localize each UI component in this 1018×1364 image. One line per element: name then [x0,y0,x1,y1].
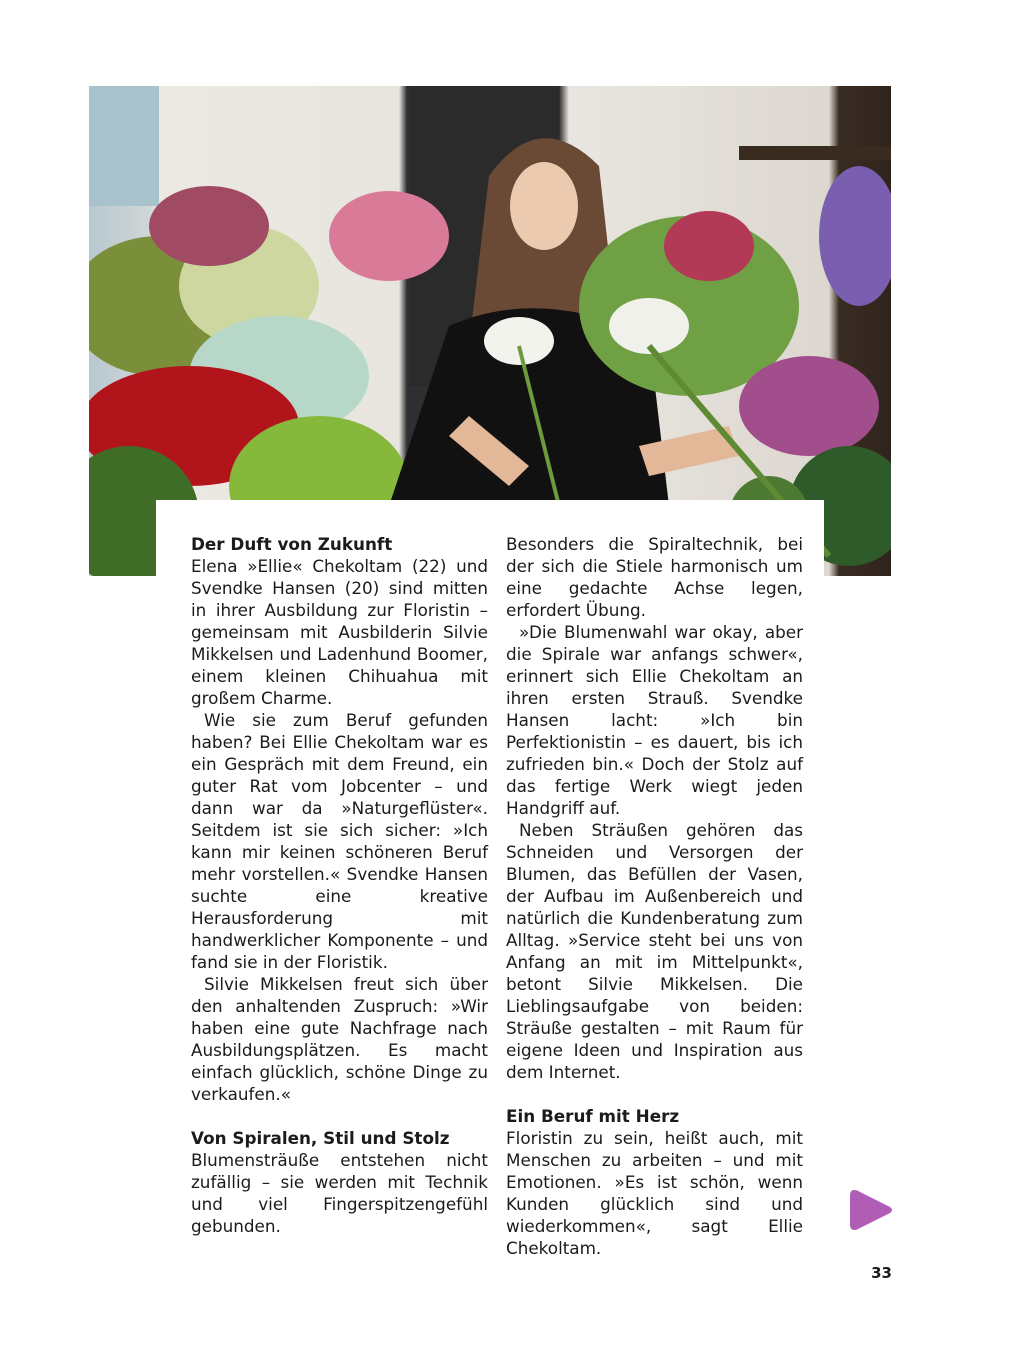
spacer [506,1083,803,1105]
spacer [191,1105,488,1127]
paragraph-alltag: Neben Sträußen gehören das Schneiden und Versorgen der Blumen, das Befüllen der Vasen, der Aufbau im Außenbereich und natürlich die Kundenberatung zum Alltag. »Service steht bei uns von Anfang an mit im Mittelpunkt«, betont Silvie Mikkelsen. Die Lieblingsaufgabe von beiden: Sträuße gestalten – mit Raum für eigene Ideen und Inspiration aus dem Internet. [506,820,803,1082]
paragraph-blumenwahl: »Die Blumenwahl war okay, aber die Spirale war anfangs schwer«, erinnert sich Ellie Chekoltam an ihren ersten Strauß. Svendke Hansen lacht: »Ich bin Perfektionistin – es dauert, bis ich zufrieden bin.« Doch der Stolz auf das fertige Werk wiegt jeden Handgriff auf. [506,622,803,818]
next-page-arrow-icon[interactable] [848,1186,894,1234]
paragraph-spiraltechnik: Besonders die Spiraltechnik, bei der sich die Stiele harmonisch um eine gedachte Achse legen, erfordert Übung. [506,534,803,620]
section-heading-duft: Der Duft von Zukunft [191,534,393,554]
paragraph-emotionen: Floristin zu sein, heißt auch, mit Menschen zu arbeiten – und mit Emotionen. »Es ist schön, wenn Kunden glücklich sind und wiederkommen«, sagt Ellie Chekoltam. [506,1128,803,1258]
paragraph-technik: Blumensträuße entstehen nicht zufällig – sie werden mit Technik und viel Fingerspitzengefühl gebunden. [191,1150,488,1236]
text-column-left [191,533,488,1237]
page-number: 33 [871,1264,892,1282]
paragraph-zuspruch: Silvie Mikkelsen freut sich über den anhaltenden Zuspruch: »Wir haben eine gute Nachfrage nach Ausbildungsplätzen. Es macht einfach glücklich, schöne Dinge zu verkaufen.« [191,974,488,1104]
paragraph-beruf-gefunden: Wie sie zum Beruf gefunden haben? Bei Ellie Chekoltam war es ein Gespräch mit dem Freund, ein guter Rat vom Jobcenter – und dann war da »Naturgeflüster«. Seitdem ist sie sich sicher: »Ich kann mir keinen schöneren Beruf mehr vorstellen.« Svendke Hansen suchte eine kreative Herausforderung mit handwerklicher Komponente – und fand sie in der Floristik. [191,710,488,972]
section-heading-spiralen: Von Spiralen, Stil und Stolz [191,1128,450,1148]
paragraph-intro: Elena »Ellie« Chekoltam (22) und Svendke Hansen (20) sind mitten in ihrer Ausbildung zur Floristin – gemeinsam mit Ausbilderin Silvie Mikkelsen und Ladenhund Boomer, einem kleinen Chihuahua mit großem Charme. [191,556,488,708]
text-column-right [506,533,803,1259]
section-heading-herz: Ein Beruf mit Herz [506,1106,680,1126]
